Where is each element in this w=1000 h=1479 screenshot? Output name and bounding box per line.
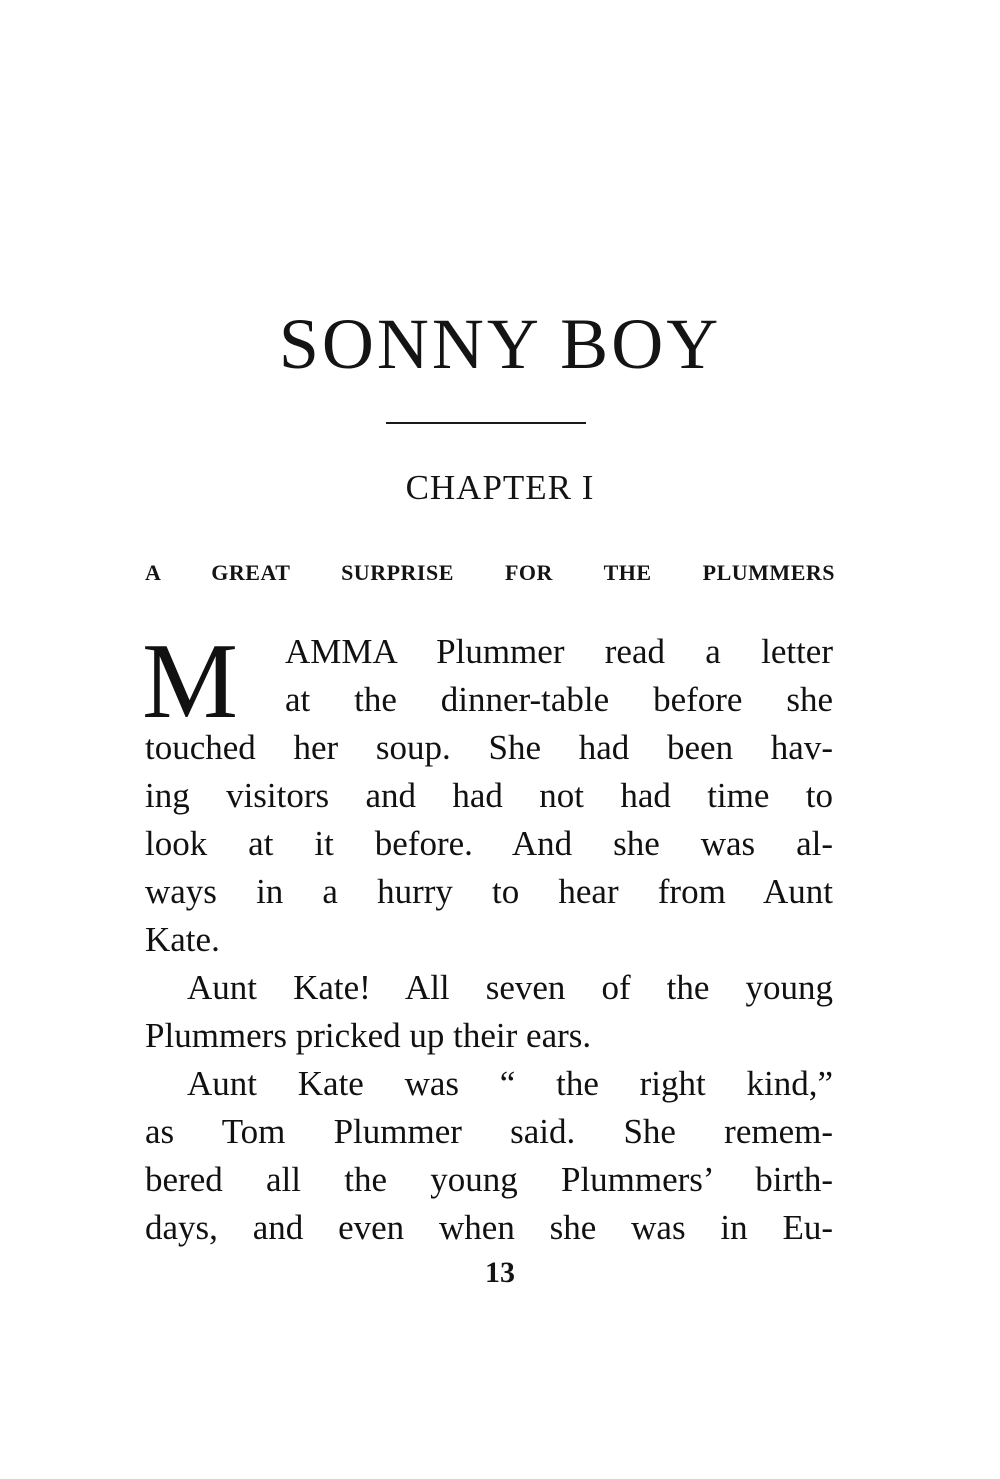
text-line: ways in a hurry to hear from Aunt xyxy=(145,872,833,911)
text-line: look at it before. And she was al- xyxy=(145,824,833,863)
text-line: Kate. xyxy=(145,920,220,959)
text-line: as Tom Plummer said. She remem- xyxy=(145,1112,833,1151)
paragraph-3 xyxy=(145,1060,833,1252)
text-line: Plummers pricked up their ears. xyxy=(145,1016,592,1055)
drop-cap-letter: M xyxy=(142,622,239,741)
text-line: AMMA Plummer read a letter xyxy=(285,632,833,671)
text-line: Aunt Kate! All seven of the young xyxy=(187,968,833,1007)
text-line: bered all the young Plummers’ birth- xyxy=(145,1160,833,1199)
title-divider-rule xyxy=(386,422,586,424)
book-title: SONNY BOY xyxy=(278,304,722,384)
chapter-heading: CHAPTER I xyxy=(405,468,595,507)
paragraph-1 xyxy=(145,628,833,964)
page-number: 13 xyxy=(485,1256,515,1289)
text-line: days, and even when she was in Eu- xyxy=(145,1208,833,1247)
chapter-title: A GREAT SURPRISE FOR THE PLUMMERS xyxy=(145,560,835,585)
text-line: touched her soup. She had been hav- xyxy=(145,728,833,767)
text-line: ing visitors and had not had time to xyxy=(145,776,833,815)
text-line: at the dinner-table before she xyxy=(285,680,833,719)
text-line: Aunt Kate was “ the right kind,” xyxy=(187,1064,833,1103)
chapter-body-text xyxy=(145,628,833,1252)
paragraph-2 xyxy=(145,964,833,1060)
